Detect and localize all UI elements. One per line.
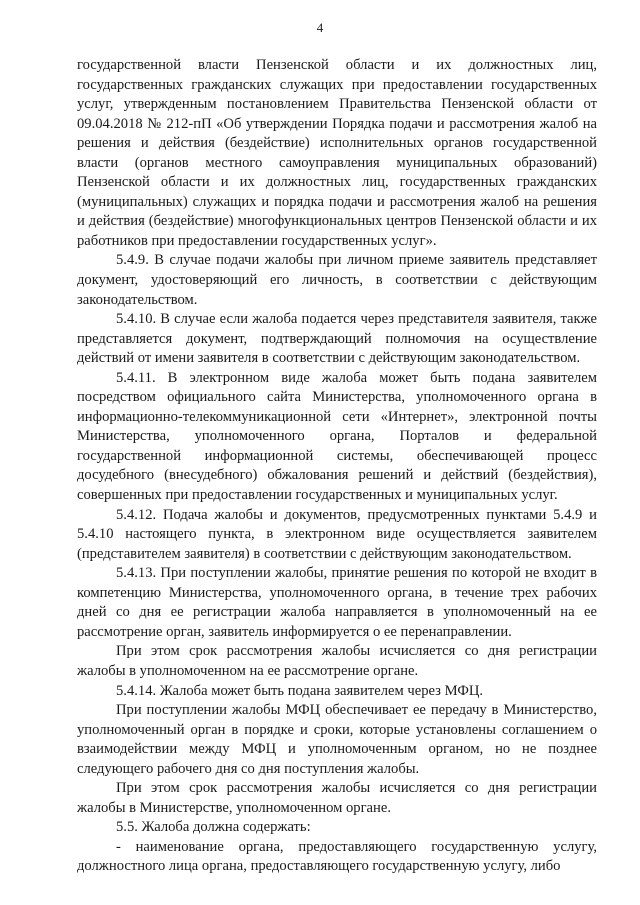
paragraph-5-4-11: 5.4.11. В электронном виде жалоба может быть подана заявителем посредством официального сайта Министерства, уполномоченного органа в информационно-телекоммуникационной сети «Интернет», электронной почты Министерства, уполномоченного органа, Порталов и федеральной государственной информационной системы, обеспечивающей процесс досудебного (внесудебного) обжалования решений и действий (бездействия), совершенных при предоставлении государственных и муниципальных услуг. (77, 369, 597, 504)
paragraph-5-4-14: 5.4.14. Жалоба может быть подана заявителем через МФЦ. (116, 682, 484, 699)
paragraph-continued: государственной власти Пензенской области и их должностных лиц, государственных гражданских служащих при предоставлении государственных услуг, утвержденным постановлением Правительства Пензенской области от 09.04.2018 № 212-пП «Об утверждении Порядка подачи и рассмотрения жалоб на решения и действия (бездействие) исполнительных органов государственной власти (органов местного самоуправления муниципальных образований) Пензенской области и их должностных лиц, государственных гражданских (муниципальных) служащих и порядка подачи и рассмотрения жалоб на решения и действия (бездействие) многофункциональных центров Пензенской области и их работников при предоставлении государственных услуг». (77, 57, 597, 249)
paragraph-5-5-item-1: - наименование органа, предоставляющего государственную услугу, должностного лица органа, предоставляющего государственную услугу, либо (77, 838, 597, 875)
paragraph-5-4-14-mfc: При поступлении жалобы МФЦ обеспечивает ее передачу в Министерство, уполномоченный орган в порядке и сроки, которые установлены соглашением о взаимодействии между МФЦ и уполномоченным органом, но не позднее следующего рабочего дня со дня поступления жалобы. (77, 702, 597, 777)
document-body (77, 56, 597, 877)
paragraph-5-4-12: 5.4.12. Подача жалобы и документов, предусмотренных пунктами 5.4.9 и 5.4.10 настоящего пункта, в электронном виде осуществляется заявителем (представителем заявителя) в соответствии с действующим законодательством. (77, 506, 597, 562)
paragraph-5-5: 5.5. Жалоба должна содержать: (116, 819, 311, 836)
paragraph-5-4-9: 5.4.9. В случае подачи жалобы при личном приеме заявитель представляет документ, удостоверяющий его личность, в соответствии с действующим законодательством. (77, 252, 597, 308)
paragraph-5-4-13: 5.4.13. При поступлении жалобы, принятие решения по которой не входит в компетенцию Министерства, уполномоченного органа, в течение трех рабочих дней со дня ее регистрации жалоба направляется в уполномоченный на ее рассмотрение орган, заявитель информируется о ее перенаправлении. (77, 565, 597, 640)
paragraph-5-4-10: 5.4.10. В случае если жалоба подается через представителя заявителя, также представляется документ, подтверждающий полномочия на осуществление действий от имени заявителя в соответствии с действующим законодательством. (77, 311, 597, 367)
paragraph-5-4-14-term: При этом срок рассмотрения жалобы исчисляется со дня регистрации жалобы в Министерстве, уполномоченном органе. (77, 780, 597, 816)
paragraph-5-4-13-term: При этом срок рассмотрения жалобы исчисляется со дня регистрации жалобы в уполномоченном на ее рассмотрение органе. (77, 643, 597, 679)
page-number: 4 (316, 20, 324, 35)
